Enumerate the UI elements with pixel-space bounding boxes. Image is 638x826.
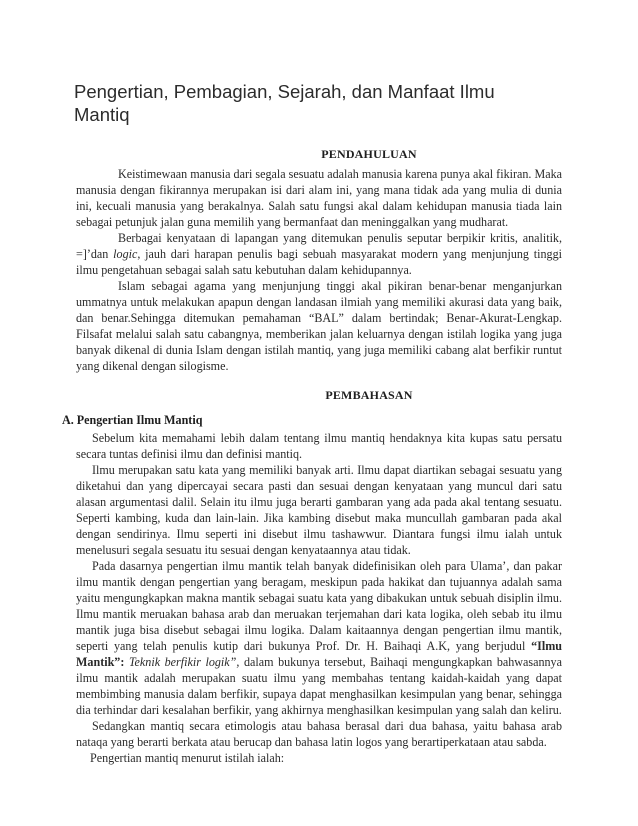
section-heading-pendahuluan: PENDAHULUAN <box>321 147 417 161</box>
section-a-paragraph-3-text-b: dalam bukunya tersebut, Baihaqi mengungkapkan bahwasannya ilmu mantik adalah merupakan suatu ilmu yang membahas tentang kaidah-kaidah yang dapat membimbing manusia dalam berfikir, supaya dapat menghasilkan kesimpulan yang benar, sehingga dia terhindar dari kesalahan berfikir, yang akhirnya menghasilkan kesimpulan yang salah dan keliru. <box>76 655 562 717</box>
section-a-paragraph-1: Sebelum kita memahami lebih dalam tentang ilmu mantiq hendaknya kita kupas satu persatu secara tuntas definisi ilmu dan definisi mantiq. <box>76 431 562 461</box>
book-subtitle-italic: Teknik berfikir logik”, <box>128 655 240 669</box>
section-a-paragraph-4: Sedangkan mantiq secara etimologis atau bahasa berasal dari dua bahasa, yaitu bahasa arab nataqa yang berarti berkata atau berucap dan bahasa latin logos yang berartiperkataan atau sabda. <box>76 719 562 749</box>
intro-paragraph-2-text-b: , jauh dari harapan penulis bagi sebuah masyarakat modern yang menjunjung tinggi ilmu pengetahuan sebagai salah satu kebutuhan dalam kehidupannya. <box>76 247 562 277</box>
intro-paragraph-2 <box>76 230 562 278</box>
document-title: Pengertian, Pembagian, Sejarah, dan Manfaat Ilmu Mantiq <box>74 81 495 125</box>
section-a-paragraph-3 <box>76 558 562 718</box>
intro-paragraph-2-text-a: Berbagai kenyataan di lapangan yang ditemukan penulis seputar berpikir kritis, analitik, =]’dan <box>76 231 562 261</box>
intro-paragraph-3: Islam sebagai agama yang menjunjung tinggi akal pikiran benar-benar menganjurkan ummatnya untuk melakukan apapun dengan landasan ilmiah yang memiliki akurasi data yang baik, dan benar.Sehingga ditemukan pemahaman “BAL” dalam bertindak; Benar-Akurat-Lengkap. Filsafat melalui salah satu cabangnya, memberikan jalan keluarnya dengan istilah logika yang juga banyak dikenal di dunia Islam dengan istilah mantiq, yang juga memiliki cabang alat berfikir runtut yang dikenal dengan silogisme. <box>76 279 562 373</box>
intro-logic-term: logic <box>113 247 138 261</box>
book-title-bold: “Ilmu Mantik”: <box>76 639 563 669</box>
section-a-text <box>76 430 562 766</box>
subsection-title-a: A. Pengertian Ilmu Mantiq <box>62 413 203 427</box>
section-a-paragraph-5: Pengertian mantiq menurut istilah ialah: <box>90 751 285 765</box>
section-a-paragraph-2: Ilmu merupakan satu kata yang memiliki banyak arti. Ilmu dapat diartikan sebagai sesuatu yang diketahui dan yang dipercayai secara pasti dan sesuai dengan kenyataan yang muncul dari satu alasan argumentasi dalil. Selain itu ilmu juga berarti gambaran yang ada pada akal tentang sesuatu. Seperti kambing, kuda dan lain-lain. Jika kambing disebut maka muncullah gambaran pada akal dengan sendirinya. Ilmu seperti ini disebut ilmu tashawwur. Diantara fungsi ilmu ialah untuk menelusuri segala sesuatu itu sesuai dengan kenyataannya atau tidak. <box>76 463 562 557</box>
intro-text <box>76 166 562 374</box>
intro-paragraph-1: Keistimewaan manusia dari segala sesuatu adalah manusia karena punya akal fikiran. Maka manusia dengan fikirannya merupakan isi dari alam ini, yang mana tidak ada yang mulia di dunia ini, kecuali manusia yang berakalnya. Salah satu fungsi akal dalam kehidupan manusia tiada lain sebagai petunjuk jalan guna memilih yang bermanfaat dan meninggalkan yang mudharat. <box>76 167 562 229</box>
section-a-paragraph-3-text-a: Pada dasarnya pengertian ilmu mantik telah banyak didefinisikan oleh para Ulama’, dan pakar ilmu mantik dengan pengertian yang beragam, meskipun pada hakikat dan tujuannya adalah sama yaitu mengungkapkan makna mantik sebagai suatu kata yang dibakukan untuk sebuah disiplin ilmu. Ilmu mantik meruakan bahasa arab dan meruakan terjemahan dari kata logika, oleh sebab itu ilmu mantik juga bisa disebut sebagai ilmu logika. Dalam kaitaannya dengan pengertian ilmu mantik, seperti yang telah penulis kutip dari bukunya Prof. Dr. H. Baihaqi A.K, yang berjudul <box>76 559 562 653</box>
section-heading-pembahasan: PEMBAHASAN <box>325 388 413 402</box>
